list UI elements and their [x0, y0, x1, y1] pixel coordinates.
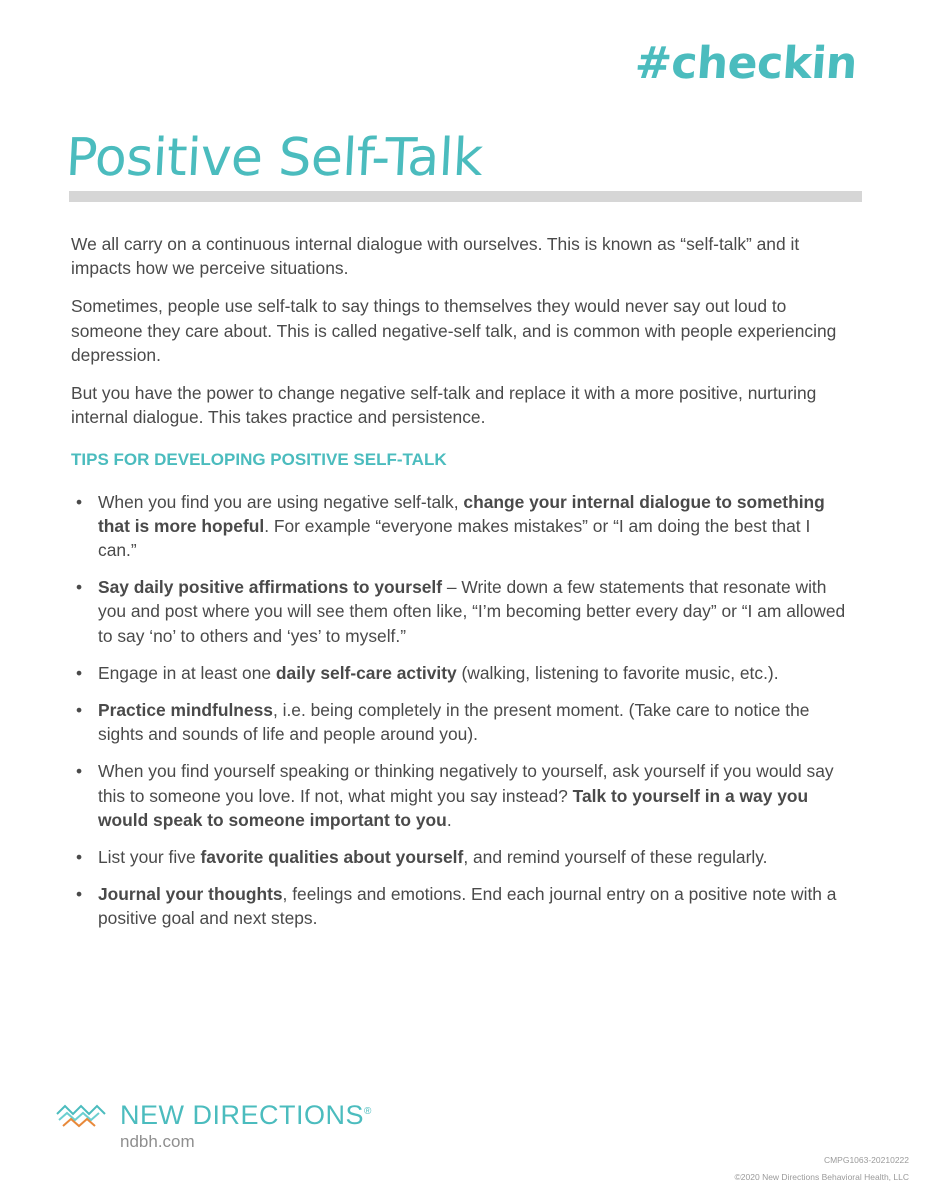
tip-item: • Journal your thoughts, feelings and emotions. End each journal entry on a positive note with a positive goal and next steps.	[76, 884, 837, 929]
tip-item: • Practice mindfulness, i.e. being completely in the present moment. (Take care to notice the sights and sounds of life and people around you).	[76, 700, 810, 745]
document-body	[71, 232, 851, 944]
tips-heading: TIPS FOR DEVELOPING POSITIVE SELF-TALK	[71, 450, 447, 470]
brand-url[interactable]: ndbh.com	[120, 1132, 195, 1151]
tip-item: • Engage in at least one daily self-care activity (walking, listening to favorite music, etc.).	[71, 661, 851, 685]
bullet-icon: •	[76, 761, 83, 782]
title-divider	[69, 191, 862, 202]
tip-item: • When you find yourself speaking or thinking negatively to yourself, ask yourself if you would say this to someone you love. If not, what might you say instead? Talk to yourself in a way you would speak to someone important to you.	[76, 761, 834, 830]
page-title: Positive Self-Talk	[64, 128, 485, 188]
bullet-icon: •	[76, 847, 83, 868]
intro-paragraph-3: But you have the power to change negative self-talk and replace it with a more positive, nurturing internal dialogue. This takes practice and persistence.	[71, 383, 817, 428]
bullet-icon: •	[76, 491, 83, 512]
new-directions-logo-icon	[55, 1100, 107, 1130]
copyright-notice: ©2020 New Directions Behavioral Health, LLC	[734, 1172, 909, 1182]
bullet-icon: •	[76, 577, 83, 598]
tip-item: • Say daily positive affirmations to yourself – Write down a few statements that resonate with you and post where you will see them often like, “I’m becoming better every day” or “I am allowed to say ‘no’ to others and ‘yes’ to myself.”	[76, 577, 846, 646]
checkin-hashtag: #checkin	[633, 38, 859, 89]
brand-name: NEW DIRECTIONS®	[120, 1100, 372, 1130]
tip-item: • List your five favorite qualities about yourself, and remind yourself of these regularly.	[71, 845, 851, 869]
tip-item: • When you find you are using negative self-talk, change your internal dialogue to something that is more hopeful. For example “everyone makes mistakes” or “I am doing the best that I can.”	[76, 491, 825, 561]
bullet-icon: •	[76, 700, 83, 721]
bullet-icon: •	[76, 662, 83, 683]
trademark-symbol: ®	[364, 1106, 372, 1117]
intro-paragraph-1: We all carry on a continuous internal dialogue with ourselves. This is known as “self-talk” and it impacts how we perceive situations.	[71, 234, 800, 279]
document-code: CMPG1063-20210222	[823, 1155, 909, 1165]
tips-list	[71, 490, 851, 931]
bullet-icon: •	[76, 884, 83, 905]
intro-paragraph-2: Sometimes, people use self-talk to say things to themselves they would never say out loud to someone they care about. This is called negative-self talk, and is common with people experiencing depression.	[71, 296, 837, 365]
